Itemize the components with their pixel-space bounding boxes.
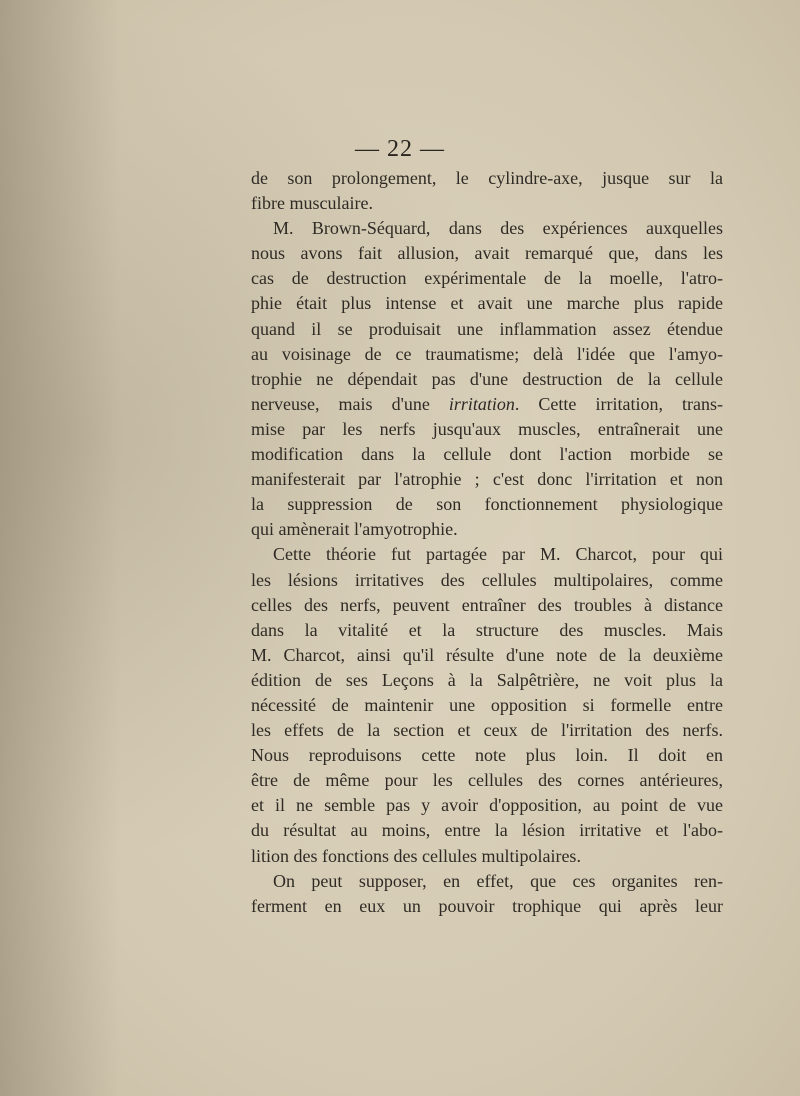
text-line: modification dans la cellule dont l'action morbide se (251, 444, 723, 465)
text-line: mise par les nerfs jusqu'aux muscles, entraînerait une (251, 418, 723, 439)
text-line: de son prolongement, le cylindre-axe, jusque sur la (251, 168, 723, 188)
text-line: la suppression de son fonctionnement physiologique (251, 494, 723, 515)
text-line: être de même pour les cellules des cornes antérieures, (251, 770, 723, 791)
text-line: nécessité de maintenir une opposition si formelle entre (251, 694, 723, 715)
text-line: cas de destruction expérimentale de la moelle, l'atro- (251, 268, 723, 289)
text-line: dans la vitalité et la structure des muscles. Mais (251, 619, 723, 640)
text-line: et il ne semble pas y avoir d'opposition, au point de vue (251, 795, 723, 816)
page-number: — 22 — (355, 136, 445, 162)
body-text (251, 166, 723, 919)
text-line: Cette théorie fut partagée par M. Charcot, pour qui (273, 544, 723, 565)
text-line: nous avons fait allusion, avait remarqué que, dans les (251, 243, 723, 264)
text-line: les lésions irritatives des cellules multipolaires, comme (251, 569, 723, 590)
text-line: celles des nerfs, peuvent entraîner des troubles à distance (251, 594, 723, 615)
text-line: nerveuse, mais d'une irritation. Cette irritation, trans- (251, 393, 723, 414)
text-line: On peut supposer, en effet, que ces organites ren- (273, 870, 723, 891)
text-line: M. Charcot, ainsi qu'il résulte d'une note de la deuxième (251, 644, 723, 665)
text-line: manifesterait par l'atrophie ; c'est donc l'irritation et non (251, 469, 723, 490)
text-line: qui amènerait l'amyotrophie. (251, 519, 458, 540)
text-line: lition des fonctions des cellules multipolaires. (251, 845, 581, 866)
text-line: les effets de la section et ceux de l'irritation des nerfs. (251, 720, 723, 741)
text-line: quand il se produisait une inflammation assez étendue (251, 318, 723, 339)
text-line: édition de ses Leçons à la Salpêtrière, ne voit plus la (251, 669, 723, 690)
text-line: trophie ne dépendait pas d'une destruction de la cellule (251, 368, 723, 389)
text-line: du résultat au moins, entre la lésion irritative et l'abo- (251, 820, 723, 841)
text-line: au voisinage de ce traumatisme; delà l'idée que l'amyo- (251, 343, 723, 364)
text-line: ferment en eux un pouvoir trophique qui après leur (251, 895, 723, 916)
text-line: Nous reproduisons cette note plus loin. Il doit en (251, 745, 723, 766)
text-line: M. Brown-Séquard, dans des expériences auxquelles (273, 218, 723, 239)
text-line: phie était plus intense et avait une marche plus rapide (251, 293, 723, 314)
text-line: fibre musculaire. (251, 193, 373, 214)
